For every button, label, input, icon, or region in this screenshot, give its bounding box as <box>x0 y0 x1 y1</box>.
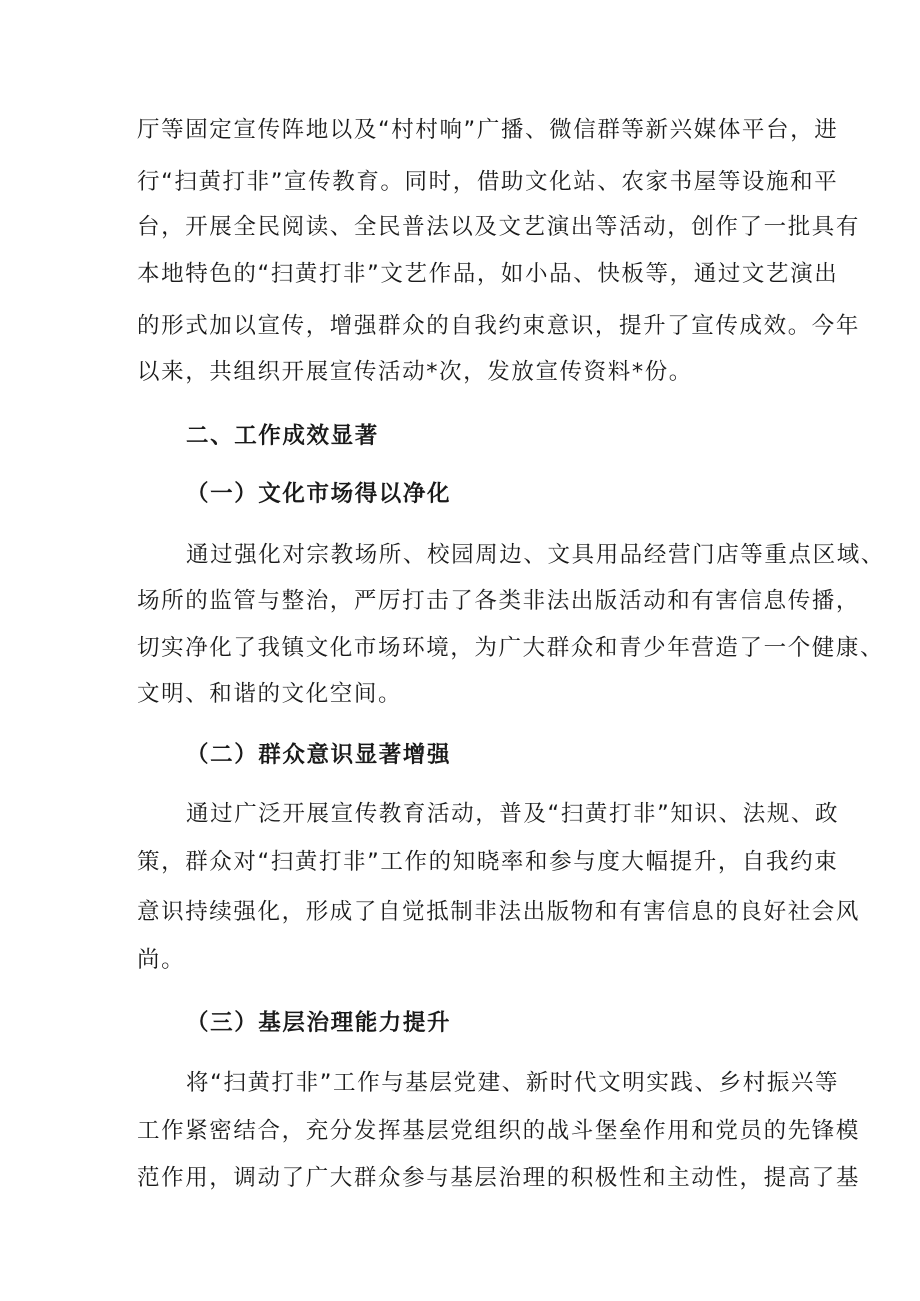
section-heading: 二、工作成效显著 <box>186 423 379 449</box>
intro-line-3: 台，开展全民阅读、全民普法以及文艺演出等活动，创作了一批具有 <box>137 214 861 240</box>
subsection-1-line-4: 文明、和谐的文化空间。 <box>137 681 403 707</box>
subsection-3-line-1: 将“扫黄打非”工作与基层党建、新时代文明实践、乡村振兴等 <box>186 1070 840 1096</box>
intro-line-2: 行“扫黄打非”宣传教育。同时，借助文化站、农家书屋等设施和平 <box>137 169 839 195</box>
subsection-1-line-3: 切实净化了我镇文化市场环境，为广大群众和青少年营造了一个健康、 <box>137 635 885 661</box>
subsection-heading-3: （三）基层治理能力提升 <box>186 1010 452 1036</box>
intro-line-1: 厅等固定宣传阵地以及“村村响”广播、微信群等新兴媒体平台，进 <box>137 117 839 143</box>
subsection-2-line-2: 策，群众对“扫黄打非”工作的知晓率和参与度大幅提升，自我约束 <box>137 849 839 875</box>
intro-line-4: 本地特色的“扫黄打非”文艺作品，如小品、快板等，通过文艺演出 <box>137 261 839 287</box>
intro-line-5: 的形式加以宣传，增强群众的自我约束意识，提升了宣传成效。今年 <box>137 313 861 339</box>
intro-line-6: 以来，共组织开展宣传活动*次，发放宣传资料*份。 <box>137 359 693 385</box>
subsection-3-line-2: 工作紧密结合，充分发挥基层党组织的战斗堡垒作用和党员的先锋模 <box>137 1118 861 1144</box>
subsection-heading-2: （二）群众意识显著增强 <box>186 742 452 768</box>
subsection-3-line-3: 范作用，调动了广大群众参与基层治理的积极性和主动性，提高了基 <box>137 1165 861 1191</box>
subsection-1-line-2: 场所的监管与整治，严厉打击了各类非法出版活动和有害信息传播， <box>137 588 861 614</box>
subsection-1-line-1: 通过强化对宗教场所、校园周边、文具用品经营门店等重点区域、 <box>186 542 885 568</box>
subsection-2-line-4: 尚。 <box>137 947 186 973</box>
subsection-heading-1: （一）文化市场得以净化 <box>186 481 452 507</box>
subsection-2-line-3: 意识持续强化，形成了自觉抵制非法出版物和有害信息的良好社会风 <box>137 899 861 925</box>
subsection-2-line-1: 通过广泛开展宣传教育活动，普及“扫黄打非”知识、法规、政 <box>186 801 840 827</box>
